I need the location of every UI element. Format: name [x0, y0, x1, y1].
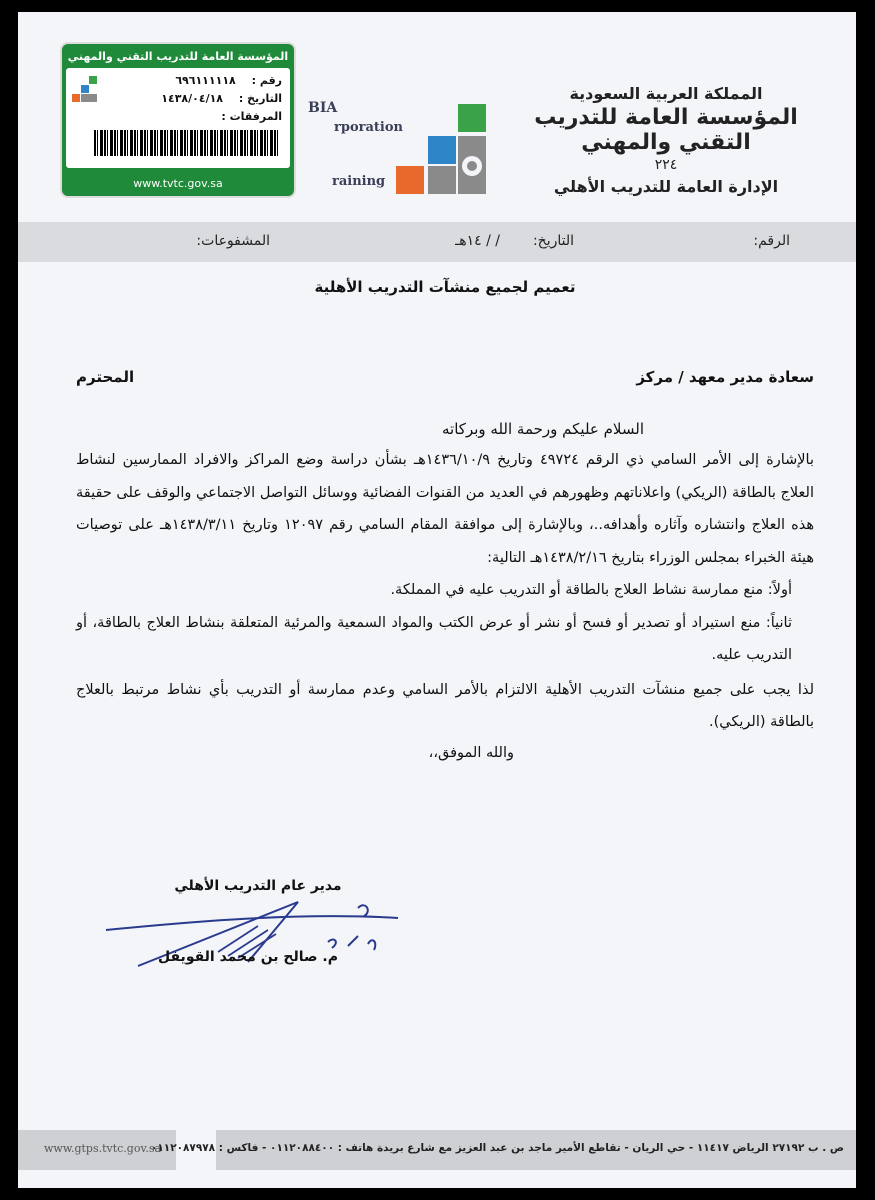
reference-bar [18, 222, 856, 262]
ref-date-label: التاريخ: [532, 233, 574, 249]
letter-subject: تعميم لجميع منشآت التدريب الأهلية [314, 278, 576, 296]
english-line-3: raining [332, 174, 386, 189]
stamp-body [66, 68, 290, 168]
ref-number-label: الرقم: [753, 233, 790, 249]
directive-item-1: أولاً: منع ممارسة نشاط العلاج بالطاقة أو التدريب عليه في المملكة. [390, 582, 792, 598]
stamp-number-row [175, 74, 282, 87]
addressee: سعادة مدير معهد / مركز [636, 368, 814, 386]
directive-item-2: ثانياً: منع استيراد أو تصدير أو فسح أو نشر أو عرض الكتب والمواد السمعية والمرئية المتعلقة بنشاط العلاج بالطاقة، أو التدريب عليه. [76, 614, 792, 663]
letter-body [76, 274, 814, 761]
greeting: السلام عليكم ورحمة الله وبركاته [442, 420, 644, 438]
stamp-barcode [94, 130, 280, 156]
addressee-line [76, 368, 814, 388]
incoming-stamp [62, 44, 294, 196]
stamp-date-label: التاريخ : [238, 92, 282, 105]
stamp-date-value: ١٤٣٨/٠٤/١٨ [161, 92, 224, 105]
closing-salutation: والله الموفق،، [428, 744, 514, 761]
stamp-date-row [161, 92, 282, 105]
stamp-url: www.tvtc.gov.sa [133, 177, 223, 190]
stamp-number-label: رقم : [251, 74, 282, 87]
stamp-title: المؤسسة العامة للتدريب التقني والمهني [67, 50, 289, 63]
letter-page [18, 12, 856, 1188]
main-paragraph: بالإشارة إلى الأمر السامي ذي الرقم ٤٩٧٢٤ وتاريخ ١٤٣٦/١٠/٩هـ بشأن دراسة وضع المراكز والافراد الممارسين لنشاط العلاج بالطاقة (الريكي) واعلاناتهم وظهورهم في العديد من القنوات الفضائية ووسائل التواصل الاجتماعي والوقف على حقيقة هذه العلاج وانتشاره وآثاره وأهدافه..، وبالإشارة إلى موافقة المقام السامي رقم ١٢٠٩٧ وتاريخ ١٤٣٨/٣/١١هـ على توصيات هيئة الخبراء بمجلس الوزراء بتاريخ ١٤٣٨/٢/١٦هـ التالية: [76, 452, 815, 566]
signatory-name: م. صالح بن محمد القويفل [157, 949, 339, 965]
honorific: المحترم [76, 368, 135, 386]
letterhead-arabic [516, 84, 816, 196]
closing-paragraph: لذا يجب على جميع منشآت التدريب الأهلية الالتزام بالأمر السامي وعدم ممارسة أو التدريب بأي نشاط مرتبط بالعلاج بالطاقة (الريكي). [76, 681, 814, 730]
department-name: الإدارة العامة للتدريب الأهلي [553, 177, 779, 196]
tvtc-logo-icon [396, 104, 490, 198]
letterhead-code: ٢٢٤ [654, 157, 678, 173]
organization-name: المؤسسة العامة للتدريب التقني والمهني [534, 105, 798, 155]
kingdom-name: المملكة العربية السعودية [569, 84, 763, 103]
footer-url: www.gtps.tvtc.gov.sa [44, 1142, 162, 1155]
footer-address: ص . ب ٢٧١٩٢ الرياض ١١٤١٧ - حي الريان - تقاطع الأمير ماجد بن عبد العزيز مع شارع بريدة هاتف : ٠١١٢٠٨٨٤٠٠ - فاكس : ٠١١٢٠٨٧٩٧٨ [150, 1142, 844, 1154]
english-line-2: rporation [334, 120, 403, 135]
english-line-1: BIA [308, 100, 338, 116]
stamp-number-value: ٦٩٦١١١١١٨ [175, 74, 236, 87]
signatory-title: مدير عام التدريب الأهلي [174, 878, 342, 894]
stamp-attachments-row [221, 110, 282, 123]
ref-date-value: / / ١٤هـ [455, 233, 500, 249]
ref-attachments-label: المشفوعات: [196, 233, 270, 249]
stamp-logo-icon [72, 76, 98, 102]
stamp-attachments-label: المرفقات : [221, 110, 282, 123]
letter-footer [18, 1130, 856, 1170]
